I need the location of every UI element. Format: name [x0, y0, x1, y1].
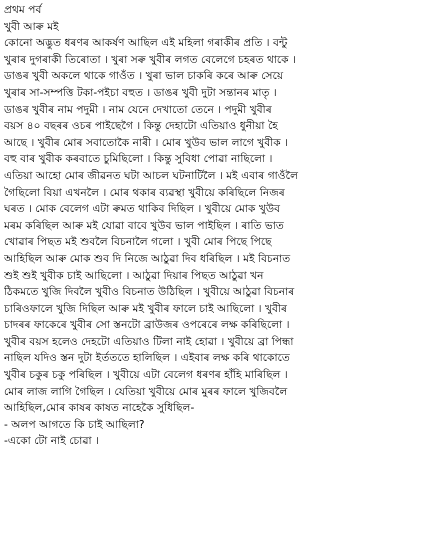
text-line: খুবীৰ চকুৰ চকু পৰিছিল । খুবীয়ে এটা বেলেগ ধৰণৰ হাঁহি মাৰিছিল ।	[4, 369, 288, 382]
text-line: ঠিকমতে খুজি দিবলৈ খুবীও বিচনাত উঠিছিল । খুবীয়ে আঠুৱা বিচনাৰ	[4, 286, 295, 299]
text-line: ডাঙৰ খুবীৰ নাম পদুমী । নাম যেনে দেখাতো তেনে । পদুমী খুবীৰ	[4, 103, 272, 116]
text-line: খোৱাৰ পিছত মই শুবলৈ বিচনালৈ গলো । খুবী মোৰ পিছে পিছে	[4, 236, 272, 249]
text-line: চাদৰৰ ফাকেৰে খুবীৰ সো স্তনটো ব্ৰাউজৰ ওপৰেৰে লক্ষ কৰিছিলো ।	[4, 319, 290, 332]
text-line: বয়স ৪০ বছৰৰ ওচৰ পাইছেগৈ । কিন্তু দেহাটো এতিয়াও ধুনীয়া হৈ	[4, 120, 278, 133]
text-line: মোৰ লাজ লাগি গৈছিল । যেতিয়া খুবীয়ে মোৰ মুৰৰ ফালে খুজিবলৈ	[4, 385, 288, 398]
text-line: মৰম কৰিছিল আৰু মই যোৱা বাবে খুউব ভাল পাইছিল । ৰাতি ভাত	[4, 219, 284, 232]
document-page	[4, 2, 436, 450]
text-line: গৈছিলো বিয়া এখনলৈ । মোৰ থকাৰ ব্যৱস্থা খুবীয়ে কৰিছিলে নিজৰ	[4, 186, 285, 199]
text-line: চাৰিওফালে খুজি দিছিল আৰু মই খুবীৰ ফালে চাই আছিলো । খুবীৰ	[4, 302, 288, 315]
text-line: ডাঙৰ খুবী অকলে থাকে গাওঁত । খুৰা ভাল চাকৰি কৰে আৰু সেয়ে	[4, 70, 284, 83]
section-heading: প্ৰথম পৰ্ব	[4, 4, 42, 16]
story-body	[4, 35, 436, 450]
text-line: বহু বাৰ খুবীক কৰবাতে চুমিছিলো । কিন্তু সুবিধা পোৱা নাছিলো ।	[4, 153, 273, 166]
dialogue-line: -একো টো নাই চোৱা ।	[4, 435, 99, 448]
text-line: নাছিল যদিও স্তন দুটা ইৰ্তততে হালিছিল । এইবাৰ লক্ষ কৰি থাকোতে	[4, 352, 290, 365]
story-title: খুবী আৰু মই	[4, 20, 59, 33]
text-line: খুৰাৰ দুগৰাকী তিৰোতা । খুৰা সৰু খুবীৰ লগত বেলেগে চহৰত থাকে ।	[4, 53, 296, 66]
text-line: এতিয়া আহো মোৰ জীৱনত ঘটা আচল ঘটনাটিলৈ । মই এবাৰ গাওঁলৈ	[4, 169, 299, 182]
text-line: আহিছিল আৰু মোক শুব দি নিজে আঠুৱা দিব ধৰিছিল । মই বিচনাত	[4, 252, 291, 265]
text-line: খুৰাৰ সা-সম্পত্তি টকা-পইচা বহুত । ডাঙৰ খুবী দুটা সন্তানৰ মাতৃ ।	[4, 86, 277, 99]
text-line: ঘৰত । মোক বেলেগ এটা ৰুমত থাকিব দিছিল । খুবীয়ে মোক খুউব	[4, 203, 281, 216]
text-line: কোনো অদ্ভুত ধৰণৰ আকৰ্ষণ আছিল এই মহিলা গৰাকীৰ প্ৰতি । বন্টু	[4, 37, 288, 50]
text-line: শুই শুই খুবীক চাই আছিলো । আঠুৱা দিয়াৰ পিছত আঠুৱা খন	[4, 269, 264, 282]
dialogue-line: - অলপ আগতে কি চাই আছিলা?	[4, 418, 145, 431]
text-line: আছে । খুবীৰ মোৰ সবাতোকৈ নাৰী । মোৰ খুউব ভাল লাগে খুবীক ।	[4, 136, 289, 149]
text-line: খুবীৰ বয়স হলেও দেহটো এতিয়াও টিলা নাই হোৱা । খুবীয়ে ব্ৰা পিন্ধা	[4, 335, 294, 348]
text-line: আহিছিল,মোৰ কাষৰ কাষত নাহেকৈ সুধিছিল-	[4, 402, 195, 415]
